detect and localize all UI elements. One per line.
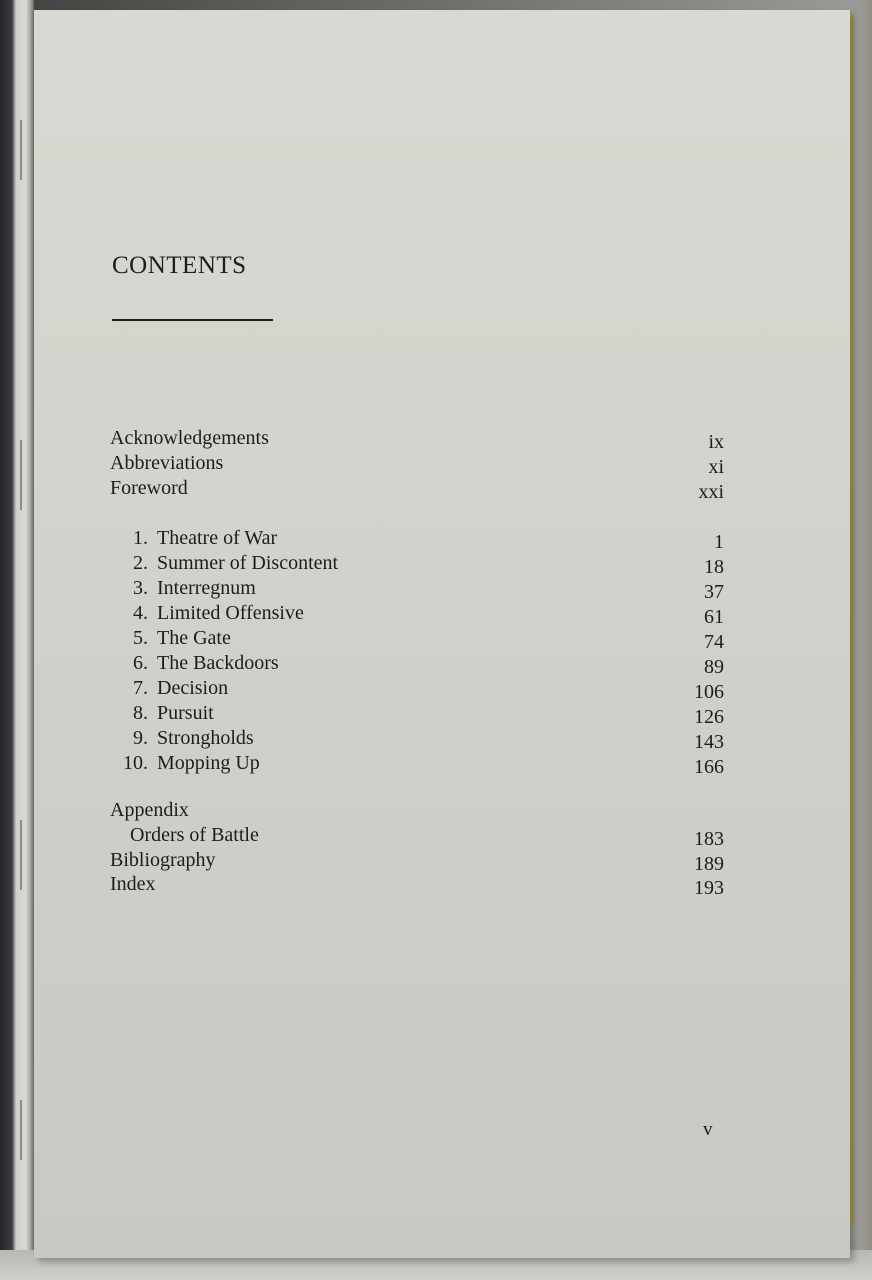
toc-appendix-heading bbox=[110, 798, 724, 823]
chapter-title: Theatre of War bbox=[157, 527, 278, 549]
toc-entry-page: ix bbox=[708, 431, 724, 453]
chapter-page: 61 bbox=[704, 606, 724, 628]
toc-chapter bbox=[110, 726, 724, 751]
binding-stitch bbox=[20, 440, 22, 510]
chapter-title: Strongholds bbox=[157, 727, 254, 749]
binding-stitch bbox=[20, 1100, 22, 1160]
chapter-title: Summer of Discontent bbox=[157, 552, 339, 574]
toc-chapter bbox=[110, 601, 724, 626]
chapter-page: 143 bbox=[694, 731, 724, 753]
binding-stitch bbox=[20, 820, 22, 890]
chapter-title: The Gate bbox=[157, 627, 231, 649]
toc-chapter bbox=[110, 576, 724, 601]
chapter-page: 37 bbox=[704, 581, 724, 603]
chapter-number: 9. bbox=[133, 727, 148, 749]
toc-entry-orders-of-battle bbox=[110, 823, 724, 848]
chapter-number: 5. bbox=[133, 627, 148, 649]
toc-entry-page: 193 bbox=[694, 877, 724, 899]
toc-entry-acknowledgements bbox=[110, 426, 724, 451]
chapter-number: 4. bbox=[133, 602, 148, 624]
chapter-number: 10. bbox=[123, 752, 148, 774]
chapter-number: 6. bbox=[133, 652, 148, 674]
toc-chapter bbox=[110, 626, 724, 651]
title-rule bbox=[112, 319, 273, 321]
toc-entry-label: Orders of Battle bbox=[130, 824, 259, 846]
toc-entry-page: xxi bbox=[698, 481, 724, 503]
chapter-number: 3. bbox=[133, 577, 148, 599]
chapter-page: 126 bbox=[694, 706, 724, 728]
chapter-page: 1 bbox=[714, 531, 724, 553]
chapter-page: 166 bbox=[694, 756, 724, 778]
toc-entry-label: Foreword bbox=[110, 477, 188, 499]
toc-entry-abbreviations bbox=[110, 451, 724, 476]
contents-page bbox=[34, 10, 850, 1258]
toc-entry-page: xi bbox=[708, 456, 724, 478]
page-folio: v bbox=[703, 1119, 713, 1140]
toc-chapter bbox=[110, 701, 724, 726]
toc-entry-index bbox=[110, 872, 724, 897]
chapter-number: 2. bbox=[133, 552, 148, 574]
chapter-number: 7. bbox=[133, 677, 148, 699]
chapter-number: 8. bbox=[133, 702, 148, 724]
toc-entry-label: Abbreviations bbox=[110, 452, 224, 474]
toc-entry-page: 189 bbox=[694, 853, 724, 875]
binding-stitch bbox=[20, 120, 22, 180]
chapter-title: Limited Offensive bbox=[157, 602, 304, 624]
page-title: CONTENTS bbox=[112, 252, 247, 279]
chapter-page: 106 bbox=[694, 681, 724, 703]
toc-chapter bbox=[110, 526, 724, 551]
toc-chapter bbox=[110, 651, 724, 676]
toc-entry-bibliography bbox=[110, 848, 724, 873]
chapter-page: 74 bbox=[704, 631, 724, 653]
chapter-title: Interregnum bbox=[157, 577, 256, 599]
chapter-title: The Backdoors bbox=[157, 652, 279, 674]
book-spine-edge bbox=[0, 0, 34, 1280]
chapter-number: 1. bbox=[133, 527, 148, 549]
toc-chapter bbox=[110, 751, 724, 776]
chapter-title: Decision bbox=[157, 677, 229, 699]
chapter-page: 89 bbox=[704, 656, 724, 678]
chapter-page: 18 bbox=[704, 556, 724, 578]
toc-entry-foreword bbox=[110, 476, 724, 501]
toc-entry-label: Index bbox=[110, 873, 156, 895]
toc-entry-label: Acknowledgements bbox=[110, 427, 269, 449]
toc-entry-page: 183 bbox=[694, 828, 724, 850]
toc-chapter bbox=[110, 676, 724, 701]
chapter-title: Mopping Up bbox=[157, 752, 260, 774]
appendix-label: Appendix bbox=[110, 799, 189, 821]
toc-chapter bbox=[110, 551, 724, 576]
toc-entry-label: Bibliography bbox=[110, 849, 216, 871]
chapter-title: Pursuit bbox=[157, 702, 214, 724]
